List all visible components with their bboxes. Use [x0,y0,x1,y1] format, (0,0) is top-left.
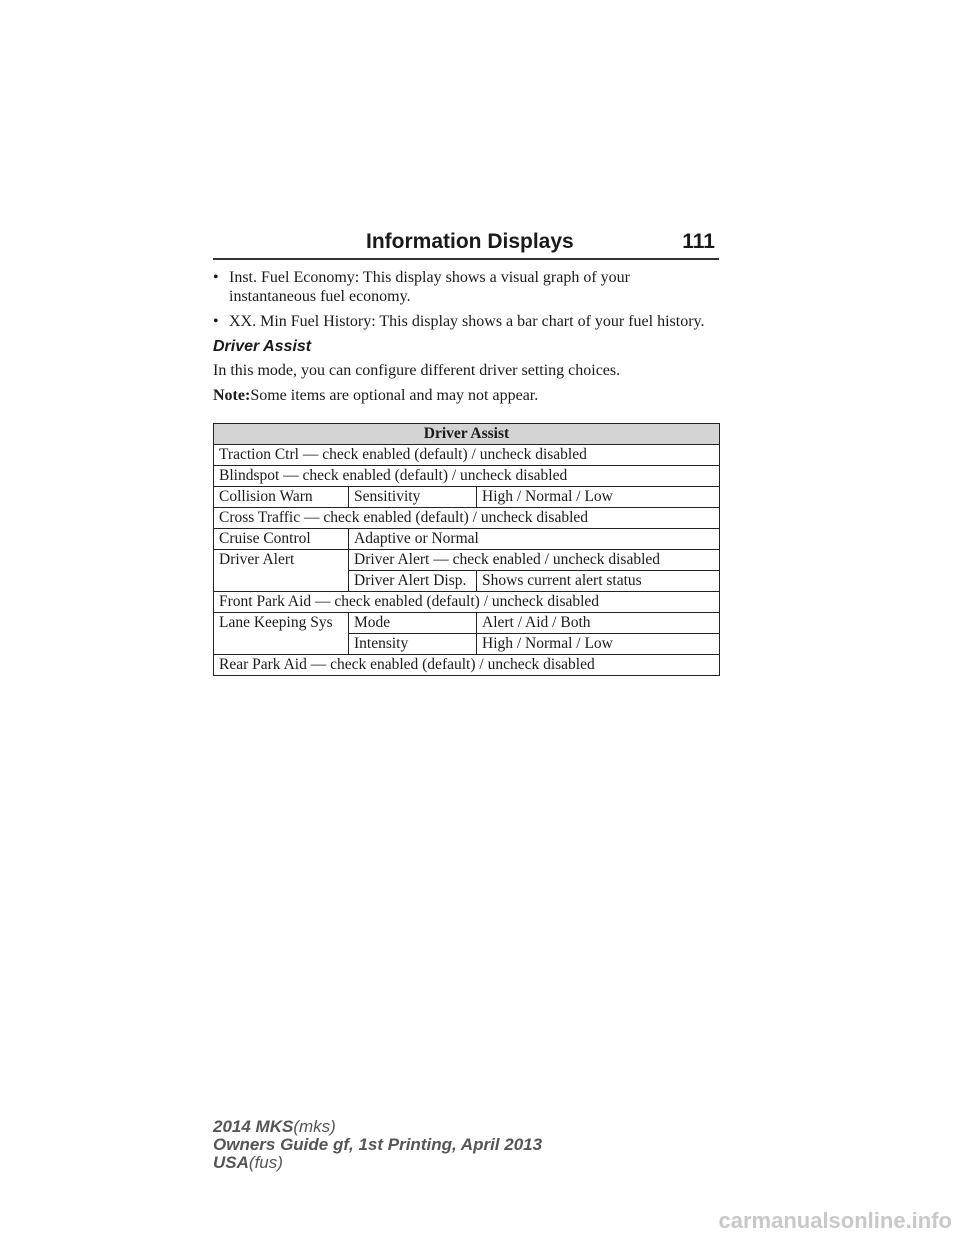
table-cell: Driver Alert — check enabled / uncheck disabled [349,550,720,571]
print-footer [213,1118,542,1172]
footer-region: USA [213,1153,249,1172]
table-cell: Intensity [349,634,477,655]
bullet-icon: • [213,269,219,286]
footer-line [213,1154,542,1172]
table-row [214,592,720,613]
table-row [214,613,720,634]
footer-line [213,1136,542,1154]
bullet-text: Inst. Fuel Economy: This display shows a visual graph of your instantaneous fuel economy. [229,269,630,305]
chapter-title: Information Displays [366,230,574,253]
footer-line [213,1118,542,1136]
table-cell: High / Normal / Low [477,487,720,508]
bullet-item [213,312,721,331]
table-cell: Collision Warn [214,487,349,508]
table-cell: Blindspot — check enabled (default) / uncheck disabled [214,466,720,487]
table-cell: Sensitivity [349,487,477,508]
table-cell: Alert / Aid / Both [477,613,720,634]
note-label: Note: [213,387,251,404]
table-row [214,529,720,550]
note [213,386,721,405]
table-row [214,655,720,676]
table-cell: High / Normal / Low [477,634,720,655]
table-cell: Cross Traffic — check enabled (default) / uncheck disabled [214,508,720,529]
table-cell: Mode [349,613,477,634]
table-row [214,487,720,508]
table-row [214,445,720,466]
page-header [213,228,719,260]
section-intro: In this mode, you can configure different driver setting choices. [213,362,621,379]
body-text [213,268,721,411]
table-cell: Lane Keeping Sys [214,613,349,655]
table-cell: Cruise Control [214,529,349,550]
bullet-text: XX. Min Fuel History: This display shows a bar chart of your fuel history. [229,313,705,330]
table-cell: Rear Park Aid — check enabled (default) / uncheck disabled [214,655,720,676]
bullet-icon: • [213,313,219,330]
table-cell: Driver Alert [214,550,349,592]
note-text: Some items are optional and may not appear. [250,387,539,404]
table-cell: Front Park Aid — check enabled (default) / uncheck disabled [214,592,720,613]
footer-printing: Owners Guide gf, 1st Printing, April 2013 [213,1135,543,1154]
driver-assist-table [213,423,720,676]
page-number: 111 [682,230,715,253]
section-heading: Driver Assist [213,338,312,355]
footer-region-code: (fus) [248,1153,283,1172]
table-cell: Traction Ctrl — check enabled (default) / uncheck disabled [214,445,720,466]
table-cell: Adaptive or Normal [349,529,720,550]
table-cell: Driver Alert Disp. [349,571,477,592]
table-title: Driver Assist [214,424,720,445]
bullet-item [213,268,721,306]
table-row [214,508,720,529]
table-cell: Shows current alert status [477,571,720,592]
footer-model-code: (mks) [293,1117,336,1136]
footer-model: 2014 MKS [213,1117,294,1136]
table-row [214,550,720,571]
table-row [214,466,720,487]
watermark: carmanualsonline.info [718,1208,952,1233]
table-header-row [214,424,720,445]
